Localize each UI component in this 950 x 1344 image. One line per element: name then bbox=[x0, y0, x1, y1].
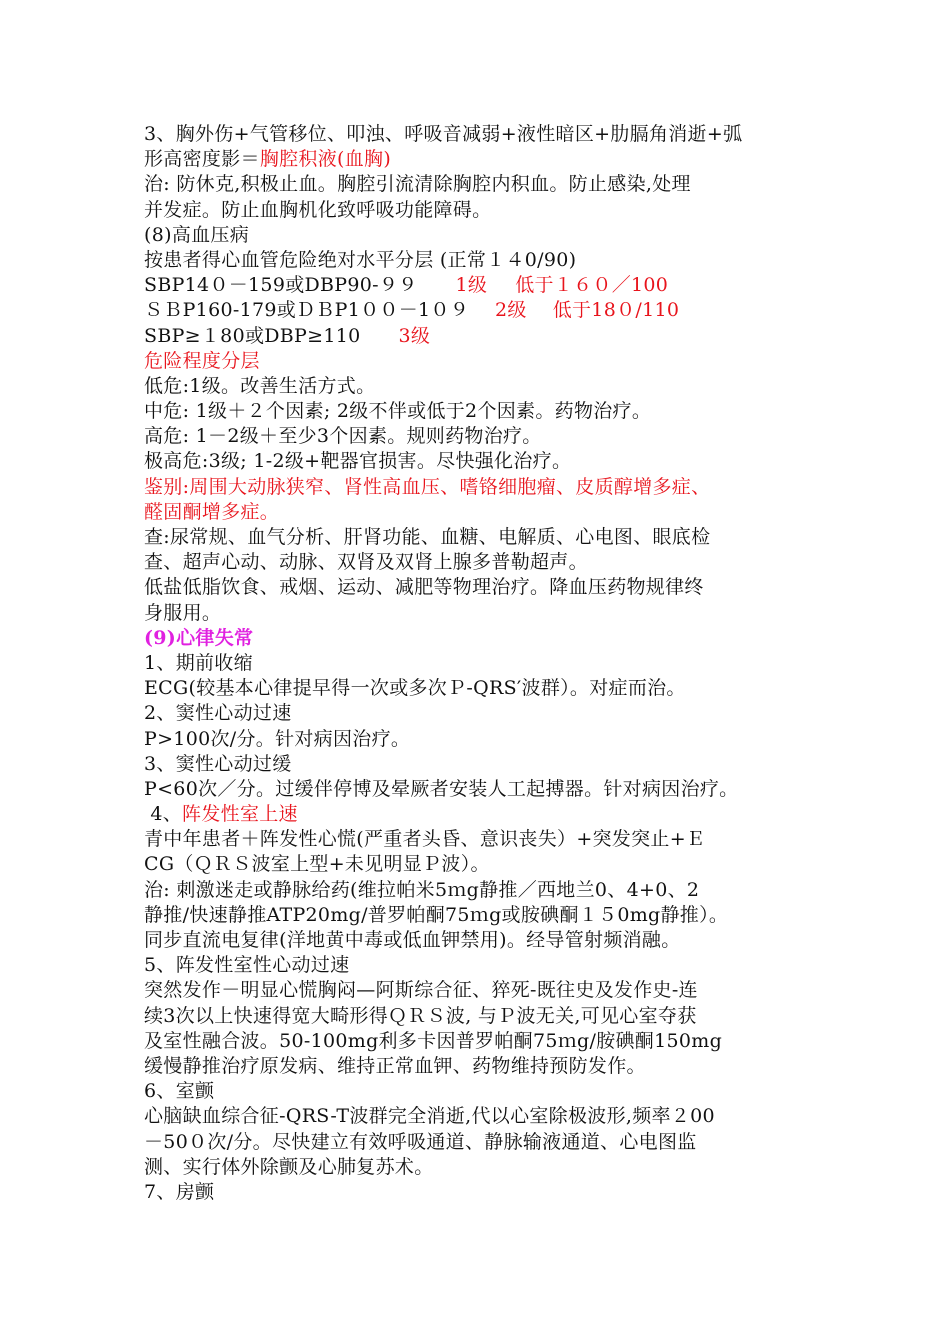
text-line: 3、窦性心动过缓 bbox=[144, 752, 292, 775]
item-number: 4、 bbox=[150, 803, 183, 826]
text-line: P<60次／分。过缓伴停博及晕厥者安装人工起搏器。针对病因治疗。 bbox=[144, 777, 739, 800]
text-line: 并发症。防止血胸机化致呼吸功能障碍。 bbox=[144, 198, 492, 221]
text-line: 治: 防休克,积极止血。胸腔引流清除胸腔内积血。防止感染,处理 bbox=[144, 173, 691, 196]
document-body bbox=[144, 122, 814, 1205]
text-line: 缓慢静推治疗原发病、维持正常血钾、药物维持预防发作。 bbox=[144, 1054, 646, 1077]
grade-label: 2级 bbox=[495, 299, 527, 322]
text-line: 同步直流电复律(洋地黄中毒或低血钾禁用)。经导管射频消融。 bbox=[144, 929, 681, 951]
grade-row bbox=[144, 324, 814, 349]
text-line: 续3次以上快速得宽大畸形得ＱＲＳ波, 与Ｐ波无关,可见心室夺获 bbox=[144, 1004, 697, 1027]
grade-criteria: SBP≥１80或DBP≥110 bbox=[144, 324, 361, 347]
subsection-heading: 危险程度分层 bbox=[144, 349, 260, 372]
text-line: 高危: 1－2级＋至少3个因素。规则药物治疗。 bbox=[144, 425, 542, 448]
highlight-line: 醛固酮增多症。 bbox=[144, 500, 280, 523]
text-line: 6、室颤 bbox=[144, 1080, 215, 1103]
text-line: 7、房颤 bbox=[144, 1180, 215, 1203]
text-line: 心脑缺血综合征-QRS-T波群完全消逝,代以心室除极波形,频率２00 bbox=[144, 1105, 715, 1128]
grade-threshold: 低于１６０／100 bbox=[515, 274, 669, 297]
grade-row bbox=[144, 298, 814, 323]
text-line: 2、窦性心动过速 bbox=[144, 702, 292, 725]
text-line: 突然发作－明显心慌胸闷—阿斯综合征、猝死-既往史及发作史-连 bbox=[144, 979, 698, 1002]
text-line: 测、实行体外除颤及心肺复苏术。 bbox=[144, 1155, 434, 1178]
grade-label: 3级 bbox=[398, 324, 431, 347]
grade-threshold: 低于18０/110 bbox=[552, 299, 680, 322]
text-line: 5、阵发性室性心动过速 bbox=[144, 954, 350, 977]
text-line: CG（ＱＲＳ波室上型+未见明显Ｐ波）。 bbox=[144, 853, 490, 876]
text-line: 按患者得心血管危险绝对水平分层 (正常１４0/90) bbox=[144, 248, 577, 271]
section-heading: (8)高血压病 bbox=[144, 223, 250, 246]
text-run: 形高密度影＝ bbox=[144, 148, 260, 171]
text-line: 治: 刺激迷走或静脉给药(维拉帕米5ｍg静推／西地兰0、4+0、2 bbox=[144, 878, 700, 901]
highlight-text: 阵发性室上速 bbox=[182, 803, 298, 826]
grade-criteria: SBP14０－159或DBP90-９９ bbox=[144, 274, 418, 297]
section-heading: (9)心律失常 bbox=[144, 626, 254, 649]
text-line: P>100次/分。针对病因治疗。 bbox=[144, 727, 411, 750]
text-line: 查、超声心动、动脉、双肾及双肾上腺多普勒超声。 bbox=[144, 551, 588, 574]
text-line: 及室性融合波。50-100mg利多卡因普罗帕酮75ｍg/胺碘酮150mg bbox=[144, 1029, 723, 1052]
text-line: 中危: 1级＋２个因素; 2级不伴或低于2个因素。药物治疗。 bbox=[144, 400, 652, 423]
text-line: 1、期前收缩 bbox=[144, 651, 253, 674]
text-line: 低危:1级。改善生活方式。 bbox=[144, 374, 376, 397]
text-line: 静推/快速静推ATP20mg/普罗帕酮75ｍg或胺碘酮１５0mg静推）。 bbox=[144, 903, 729, 926]
grade-label: 1级 bbox=[455, 274, 488, 297]
highlight-text: 胸腔积液(血胸) bbox=[259, 148, 392, 171]
text-line: 低盐低脂饮食、戒烟、运动、减肥等物理治疗。降血压药物规律终 bbox=[144, 576, 704, 599]
text-line: 身服用。 bbox=[144, 601, 222, 624]
text-line: －50０次/分。尽快建立有效呼吸通道、静脉输液通道、心电图监 bbox=[144, 1130, 697, 1153]
text-line: 青中年患者＋阵发性心慌(严重者头昏、意识丧失）+突发突止+Ｅ bbox=[144, 828, 706, 851]
text-line: 极高危:3级; 1-2级+靶器官损害。尽快强化治疗。 bbox=[144, 450, 572, 473]
grade-criteria: ＳＢP160-179或ＤＢP1００－1０９ bbox=[144, 299, 469, 322]
text-line: ECG(较基本心律提早得一次或多次Ｐ-QRS′波群）。对症而治。 bbox=[144, 677, 686, 700]
highlight-line: 鉴别:周围大动脉狭窄、肾性高血压、嗜铬细胞瘤、皮质醇增多症、 bbox=[144, 475, 711, 498]
subsection-heading bbox=[144, 802, 814, 827]
text-line: 3、胸外伤+气管移位、叩浊、呼吸音减弱+液性暗区+肋膈角消逝+弧 bbox=[144, 123, 743, 145]
grade-row bbox=[144, 273, 814, 298]
text-line: 查:尿常规、血气分析、肝肾功能、血糖、电解质、心电图、眼底检 bbox=[144, 526, 711, 548]
text-line bbox=[144, 147, 814, 172]
